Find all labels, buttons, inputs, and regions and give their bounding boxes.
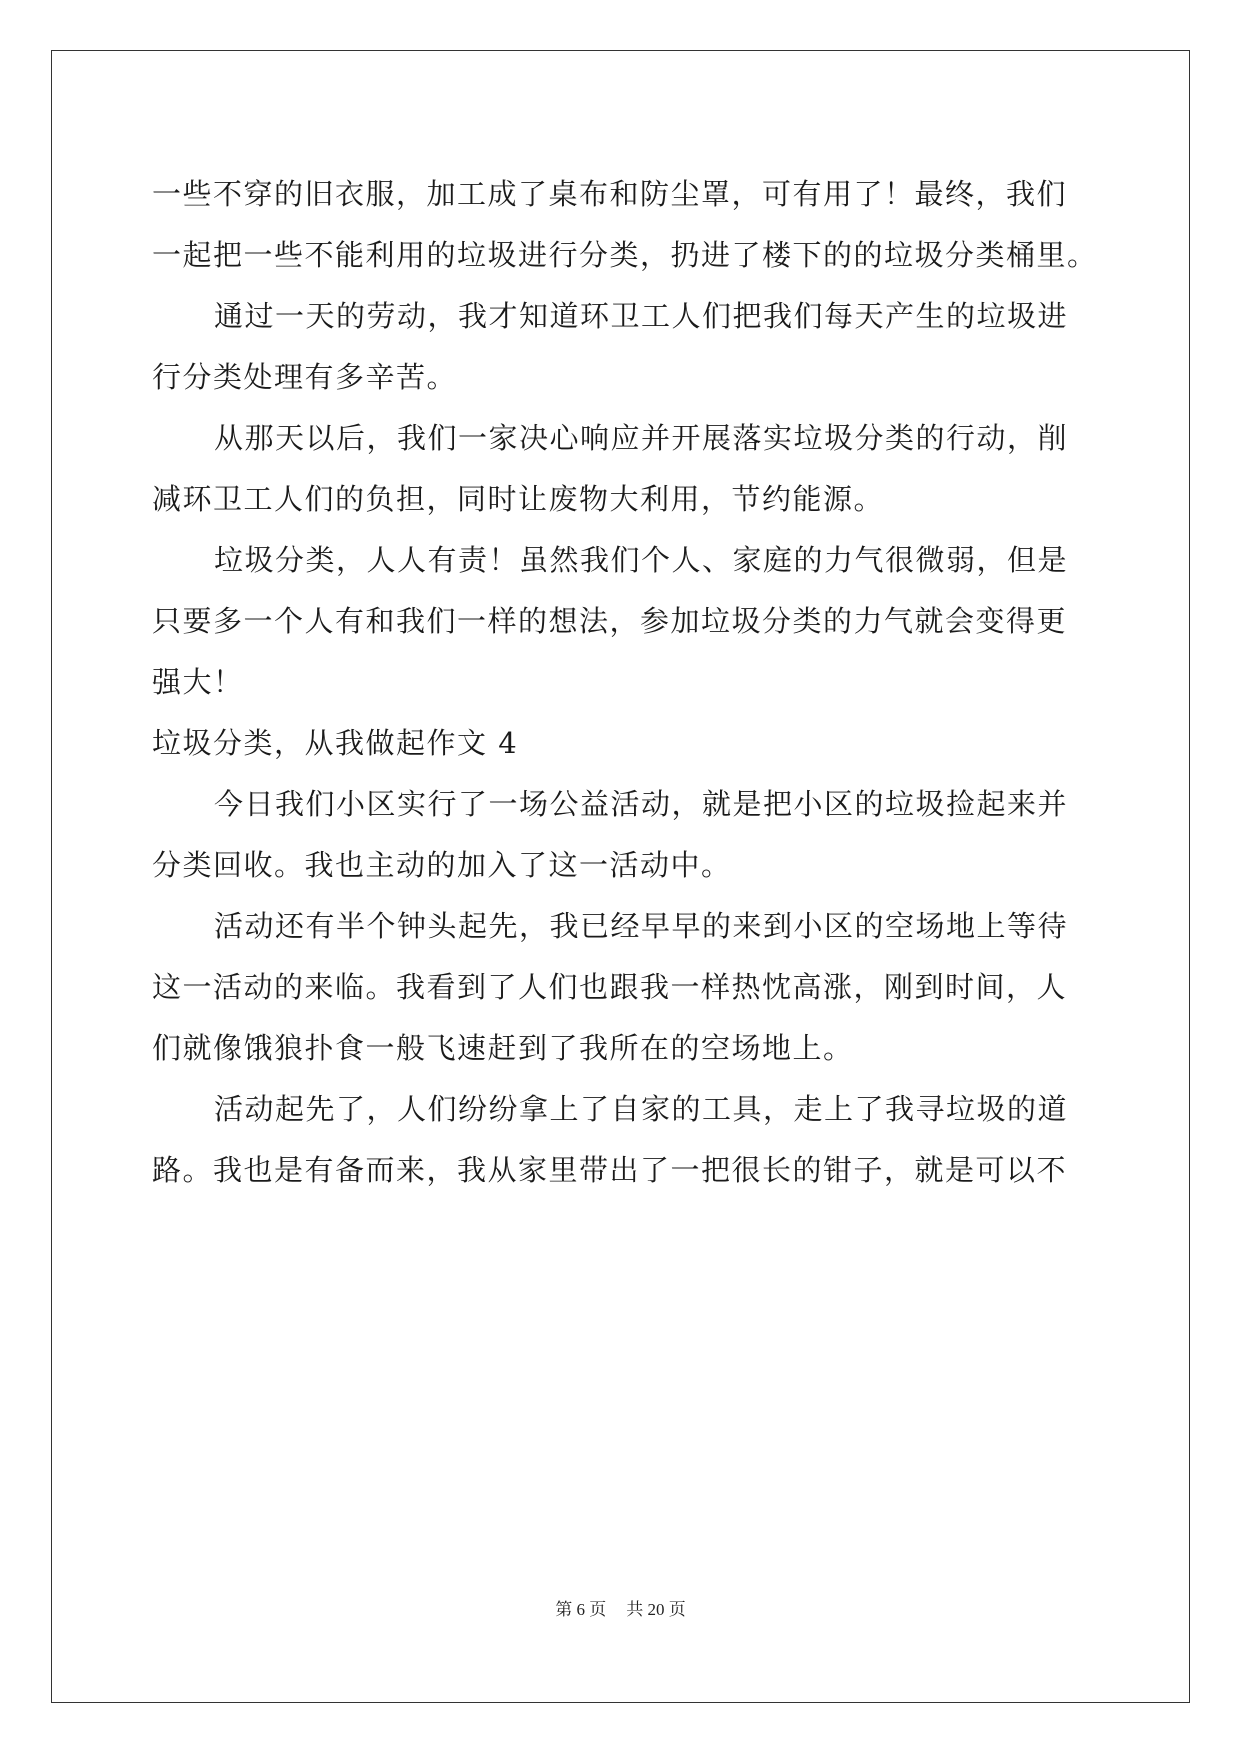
text-line: 路。我也是有备而来，我从家里带出了一把很长的钳子，就是可以不 xyxy=(152,1153,1068,1187)
document-body xyxy=(152,164,1097,1201)
text-line: 们就像饿狼扑食一般飞速赶到了我所在的空场地上。 xyxy=(152,1031,854,1065)
text-line: 行分类处理有多辛苦。 xyxy=(152,360,458,394)
text-line: 活动还有半个钟头起先，我已经早早的来到小区的空场地上等待 xyxy=(214,909,1069,943)
text-line: 减环卫工人们的负担，同时让废物大利用，节约能源。 xyxy=(152,482,885,516)
text-line: 活动起先了，人们纷纷拿上了自家的工具，走上了我寻垃圾的道 xyxy=(214,1092,1069,1126)
text-line: 一起把一些不能利用的垃圾进行分类，扔进了楼下的的垃圾分类桶里。 xyxy=(152,238,1098,272)
page-number: 第 6 页 xyxy=(555,1600,607,1619)
text-line: 今日我们小区实行了一场公益活动，就是把小区的垃圾捡起来并 xyxy=(214,787,1069,821)
text-line: 分类回收。我也主动的加入了这一活动中。 xyxy=(152,848,732,882)
text-line: 垃圾分类，人人有责！虽然我们个人、家庭的力气很微弱，但是 xyxy=(214,543,1069,577)
text-line: 只要多一个人有和我们一样的想法，参加垃圾分类的力气就会变得更 xyxy=(152,604,1068,638)
text-line: 这一活动的来临。我看到了人们也跟我一样热忱高涨，刚到时间，人 xyxy=(152,970,1068,1004)
section-heading: 垃圾分类，从我做起作文 4 xyxy=(152,726,519,760)
page-total: 共 20 页 xyxy=(626,1600,686,1619)
page-footer xyxy=(0,1595,1241,1620)
text-line: 通过一天的劳动，我才知道环卫工人们把我们每天产生的垃圾进 xyxy=(214,299,1069,333)
text-line: 从那天以后，我们一家决心响应并开展落实垃圾分类的行动，削 xyxy=(214,421,1069,455)
text-line: 强大！ xyxy=(152,665,244,699)
text-line: 一些不穿的旧衣服，加工成了桌布和防尘罩，可有用了！最终，我们 xyxy=(152,177,1068,211)
